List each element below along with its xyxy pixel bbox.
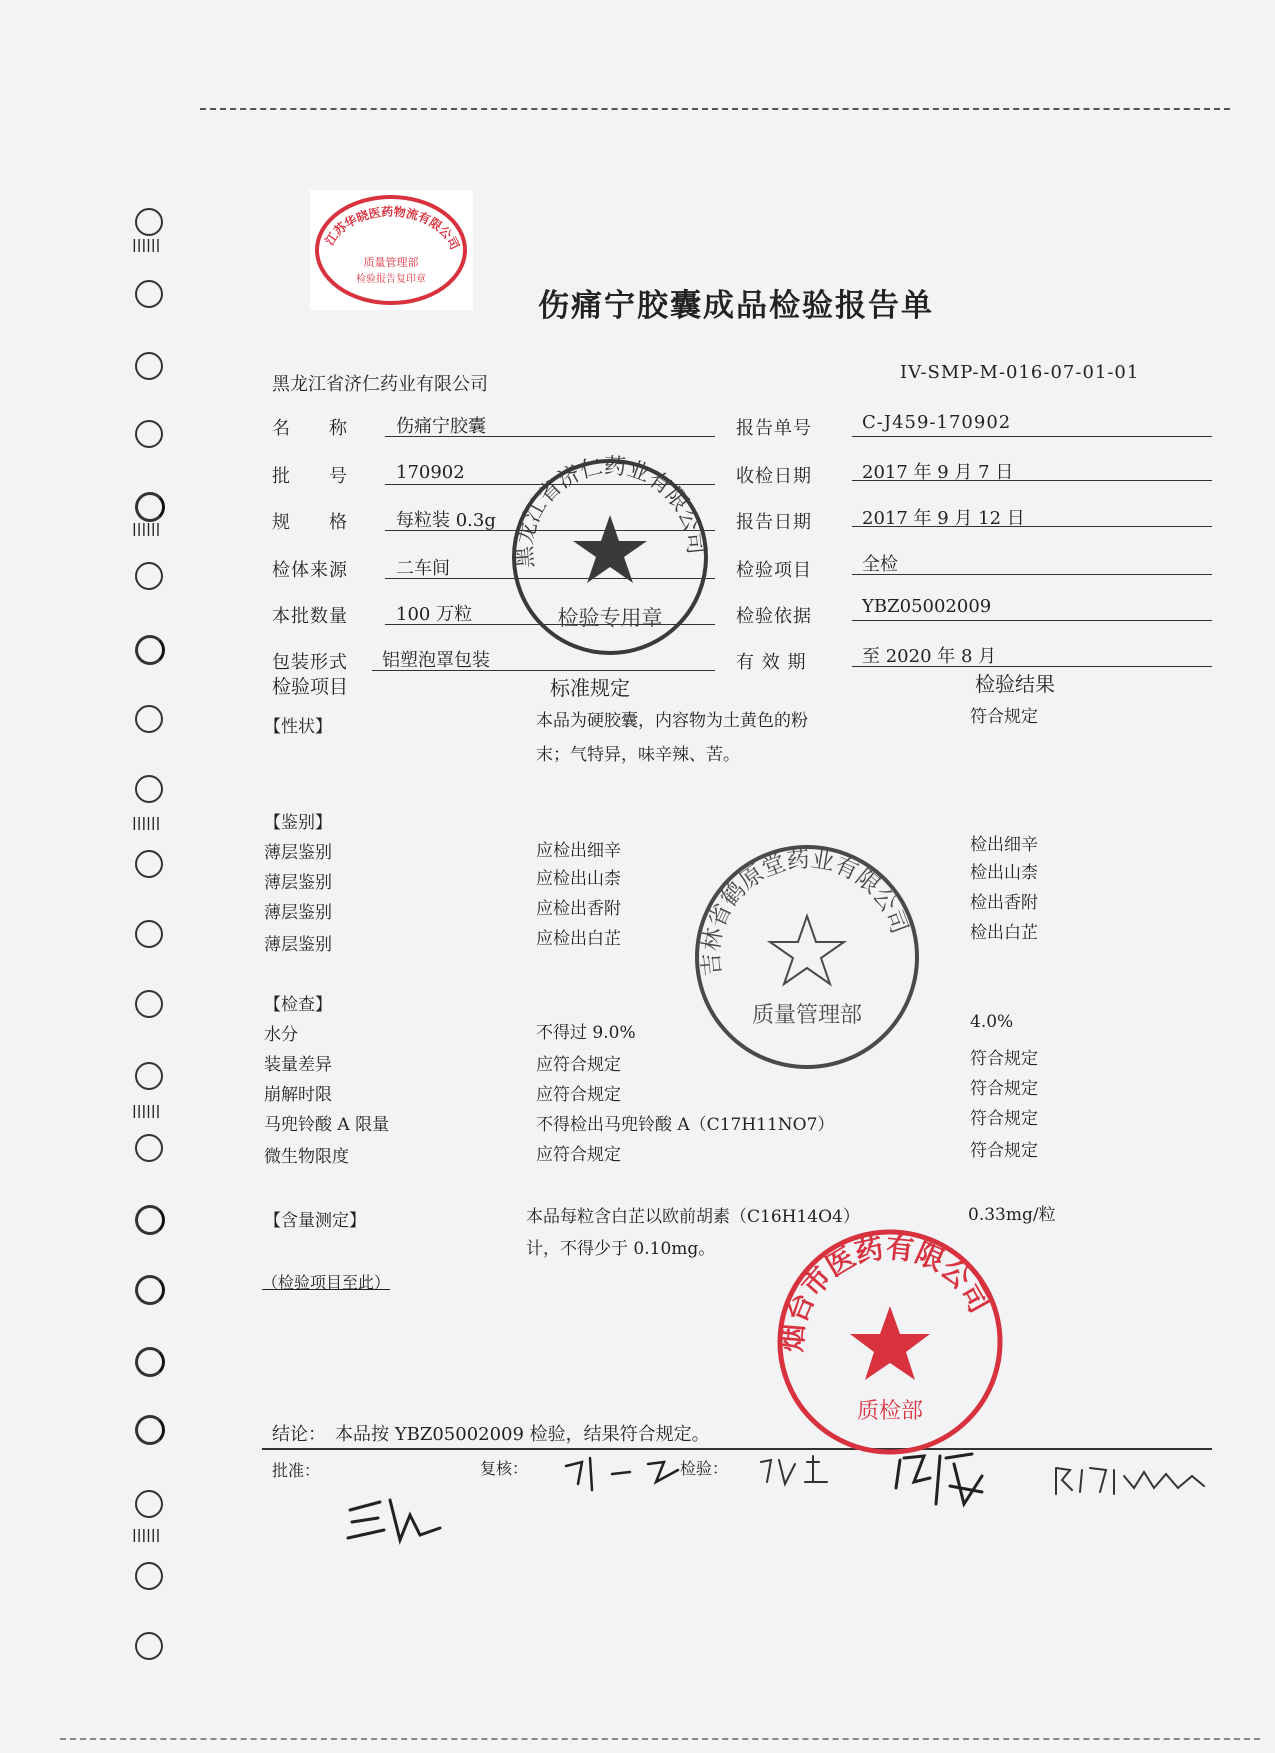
sprocket-hole bbox=[135, 1062, 163, 1090]
sprocket-hole bbox=[135, 850, 163, 878]
perforation-line-bottom bbox=[60, 1738, 1260, 1740]
svg-text:检验报告复印章: 检验报告复印章 bbox=[356, 274, 426, 285]
assay-standard-line2: 计，不得少于 0.10mg。 bbox=[526, 1239, 716, 1259]
sprocket-hole bbox=[135, 492, 165, 522]
section-heading-identification: 【鉴别】 bbox=[264, 813, 332, 833]
row-result: 符合规定 bbox=[970, 1141, 1038, 1161]
inspect-label: 检验： bbox=[680, 1459, 729, 1478]
field-label: 收检日期 bbox=[736, 466, 812, 487]
row-result: 符合规定 bbox=[970, 1079, 1038, 1099]
assay-standard-line1: 本品每粒含白芷以欧前胡素（C16H14O4） bbox=[526, 1207, 860, 1227]
field-value: 全检 bbox=[862, 554, 898, 575]
field-label: 包装形式 bbox=[272, 652, 348, 673]
field-label: 规 格 bbox=[272, 512, 348, 533]
field-underline bbox=[372, 670, 715, 671]
document-code: IV-SMP-M-016-07-01-01 bbox=[900, 362, 1140, 383]
signature-inspect-3 bbox=[1050, 1460, 1220, 1500]
sprocket-hole bbox=[135, 1562, 163, 1590]
field-underline bbox=[852, 480, 1212, 481]
row-result: 4.0% bbox=[970, 1012, 1014, 1032]
field-underline bbox=[852, 620, 1212, 621]
section-heading-inspection: 【检查】 bbox=[264, 995, 332, 1015]
row-standard: 应检出细辛 bbox=[536, 841, 621, 861]
row-result: 检出香附 bbox=[970, 893, 1038, 913]
row-item: 薄层鉴别 bbox=[264, 873, 332, 893]
field-underline bbox=[852, 666, 1212, 667]
sprocket-hole bbox=[135, 635, 165, 665]
column-header-standard: 标准规定 bbox=[550, 676, 630, 700]
sprocket-hole bbox=[135, 705, 163, 733]
field-value: 二车间 bbox=[396, 558, 450, 579]
row-standard: 应符合规定 bbox=[536, 1085, 621, 1105]
sprocket-hole bbox=[135, 1490, 163, 1518]
svg-text:质量管理部: 质量管理部 bbox=[751, 1003, 863, 1028]
field-label: 报告日期 bbox=[736, 512, 812, 533]
row-item: 薄层鉴别 bbox=[264, 935, 332, 955]
row-result: 检出山柰 bbox=[970, 863, 1038, 883]
traits-result: 符合规定 bbox=[970, 707, 1038, 727]
traits-standard-line2: 末；气特异，味辛辣、苦。 bbox=[536, 745, 740, 765]
field-underline bbox=[852, 436, 1212, 437]
field-label: 名 称 bbox=[272, 418, 348, 439]
sprocket-hole bbox=[135, 280, 163, 308]
approve-label: 批准： bbox=[272, 1461, 321, 1480]
field-value: 铝塑泡罩包装 bbox=[382, 650, 490, 671]
perforation-mark: |||||| bbox=[132, 1104, 161, 1119]
field-value: C-J459-170902 bbox=[862, 412, 1012, 433]
row-result: 检出细辛 bbox=[970, 835, 1038, 855]
sprocket-hole bbox=[135, 1347, 165, 1377]
field-value: 伤痛宁胶囊 bbox=[396, 416, 486, 437]
svg-text:烟台市医药有限公司: 烟台市医药有限公司 bbox=[775, 1230, 997, 1354]
field-label: 有 效 期 bbox=[736, 652, 807, 673]
row-item: 装量差异 bbox=[264, 1055, 332, 1075]
row-result: 符合规定 bbox=[970, 1109, 1038, 1129]
quality-seal bbox=[688, 838, 926, 1076]
sprocket-hole bbox=[135, 1205, 165, 1235]
field-label: 批 号 bbox=[272, 466, 348, 487]
svg-text:质量管理部: 质量管理部 bbox=[363, 256, 419, 269]
sprocket-hole bbox=[135, 990, 163, 1018]
field-label: 报告单号 bbox=[736, 418, 812, 439]
review-label: 复核： bbox=[480, 1459, 529, 1478]
field-value: 每粒装 0.3g bbox=[396, 510, 496, 531]
svg-text:江苏华晓医药物流有限公司: 江苏华晓医药物流有限公司 bbox=[322, 204, 462, 252]
row-standard: 应检出山柰 bbox=[536, 869, 621, 889]
field-value: 2017 年 9 月 7 日 bbox=[862, 462, 1014, 483]
sprocket-hole bbox=[135, 420, 163, 448]
sprocket-hole bbox=[135, 208, 163, 236]
row-item: 微生物限度 bbox=[264, 1147, 349, 1167]
copy-stamp bbox=[310, 190, 473, 310]
field-value: 2017 年 9 月 12 日 bbox=[862, 508, 1025, 529]
svg-text:检验专用章: 检验专用章 bbox=[557, 606, 663, 630]
svg-text:质检部: 质检部 bbox=[856, 1399, 924, 1424]
column-header-result: 检验结果 bbox=[975, 672, 1055, 696]
column-header-item: 检验项目 bbox=[272, 676, 349, 698]
field-underline bbox=[852, 574, 1212, 575]
row-item: 马兜铃酸 A 限量 bbox=[264, 1115, 390, 1135]
row-standard: 不得过 9.0% bbox=[536, 1023, 636, 1043]
sprocket-hole bbox=[135, 920, 163, 948]
sprocket-hole bbox=[135, 1632, 163, 1660]
field-value: 至 2020 年 8 月 bbox=[862, 646, 997, 667]
conclusion-underline bbox=[262, 1448, 1212, 1450]
perforation-line-top bbox=[200, 108, 1230, 110]
field-value: 100 万粒 bbox=[396, 604, 473, 625]
field-value: 170902 bbox=[396, 462, 465, 483]
assay-result: 0.33mg/粒 bbox=[968, 1205, 1056, 1225]
row-item: 崩解时限 bbox=[264, 1085, 332, 1105]
sprocket-hole bbox=[135, 352, 163, 380]
field-value: YBZ05002009 bbox=[862, 596, 992, 617]
field-label: 检验依据 bbox=[736, 606, 812, 627]
sprocket-hole bbox=[135, 1415, 165, 1445]
field-underline bbox=[852, 526, 1212, 527]
quality-inspection-seal bbox=[770, 1222, 1010, 1462]
sprocket-hole bbox=[135, 1134, 163, 1162]
row-result: 符合规定 bbox=[970, 1049, 1038, 1069]
inspection-seal bbox=[505, 455, 715, 660]
field-label: 本批数量 bbox=[272, 606, 348, 627]
end-note: （检验项目至此） bbox=[262, 1273, 391, 1292]
sprocket-hole bbox=[135, 1275, 165, 1305]
field-underline bbox=[385, 436, 715, 437]
section-heading-assay: 【含量测定】 bbox=[264, 1211, 366, 1231]
row-item: 薄层鉴别 bbox=[264, 903, 332, 923]
traits-standard-line1: 本品为硬胶囊，内容物为土黄色的粉 bbox=[536, 711, 808, 731]
svg-text:黑龙江省济仁药业有限公司: 黑龙江省济仁药业有限公司 bbox=[512, 455, 708, 569]
row-result: 检出白芷 bbox=[970, 923, 1038, 943]
row-item: 水分 bbox=[264, 1025, 298, 1045]
row-standard: 应符合规定 bbox=[536, 1145, 621, 1165]
section-heading-traits: 【性状】 bbox=[264, 717, 332, 737]
svg-text:吉林省鹤原堂药业有限公司: 吉林省鹤原堂药业有限公司 bbox=[698, 846, 913, 977]
row-standard: 应检出白芷 bbox=[536, 929, 621, 949]
row-standard: 应符合规定 bbox=[536, 1055, 621, 1075]
row-standard: 不得检出马兜铃酸 A（C17H11NO7） bbox=[536, 1115, 835, 1135]
document-title: 伤痛宁胶囊成品检验报告单 bbox=[538, 288, 934, 324]
field-label: 检验项目 bbox=[736, 560, 812, 581]
row-item: 薄层鉴别 bbox=[264, 843, 332, 863]
company-name: 黑龙江省济仁药业有限公司 bbox=[272, 374, 488, 395]
signature-review bbox=[560, 1448, 690, 1498]
perforation-mark: |||||| bbox=[132, 816, 161, 831]
perforation-mark: |||||| bbox=[132, 522, 161, 537]
sprocket-hole bbox=[135, 775, 163, 803]
conclusion: 结论： 本品按 YBZ05002009 检验，结果符合规定。 bbox=[272, 1424, 710, 1445]
perforation-mark: |||||| bbox=[132, 1528, 161, 1543]
sprocket-hole bbox=[135, 562, 163, 590]
perforation-mark: |||||| bbox=[132, 238, 161, 253]
signature-approve bbox=[340, 1480, 450, 1550]
row-standard: 应检出香附 bbox=[536, 899, 621, 919]
field-label: 检体来源 bbox=[272, 560, 348, 581]
